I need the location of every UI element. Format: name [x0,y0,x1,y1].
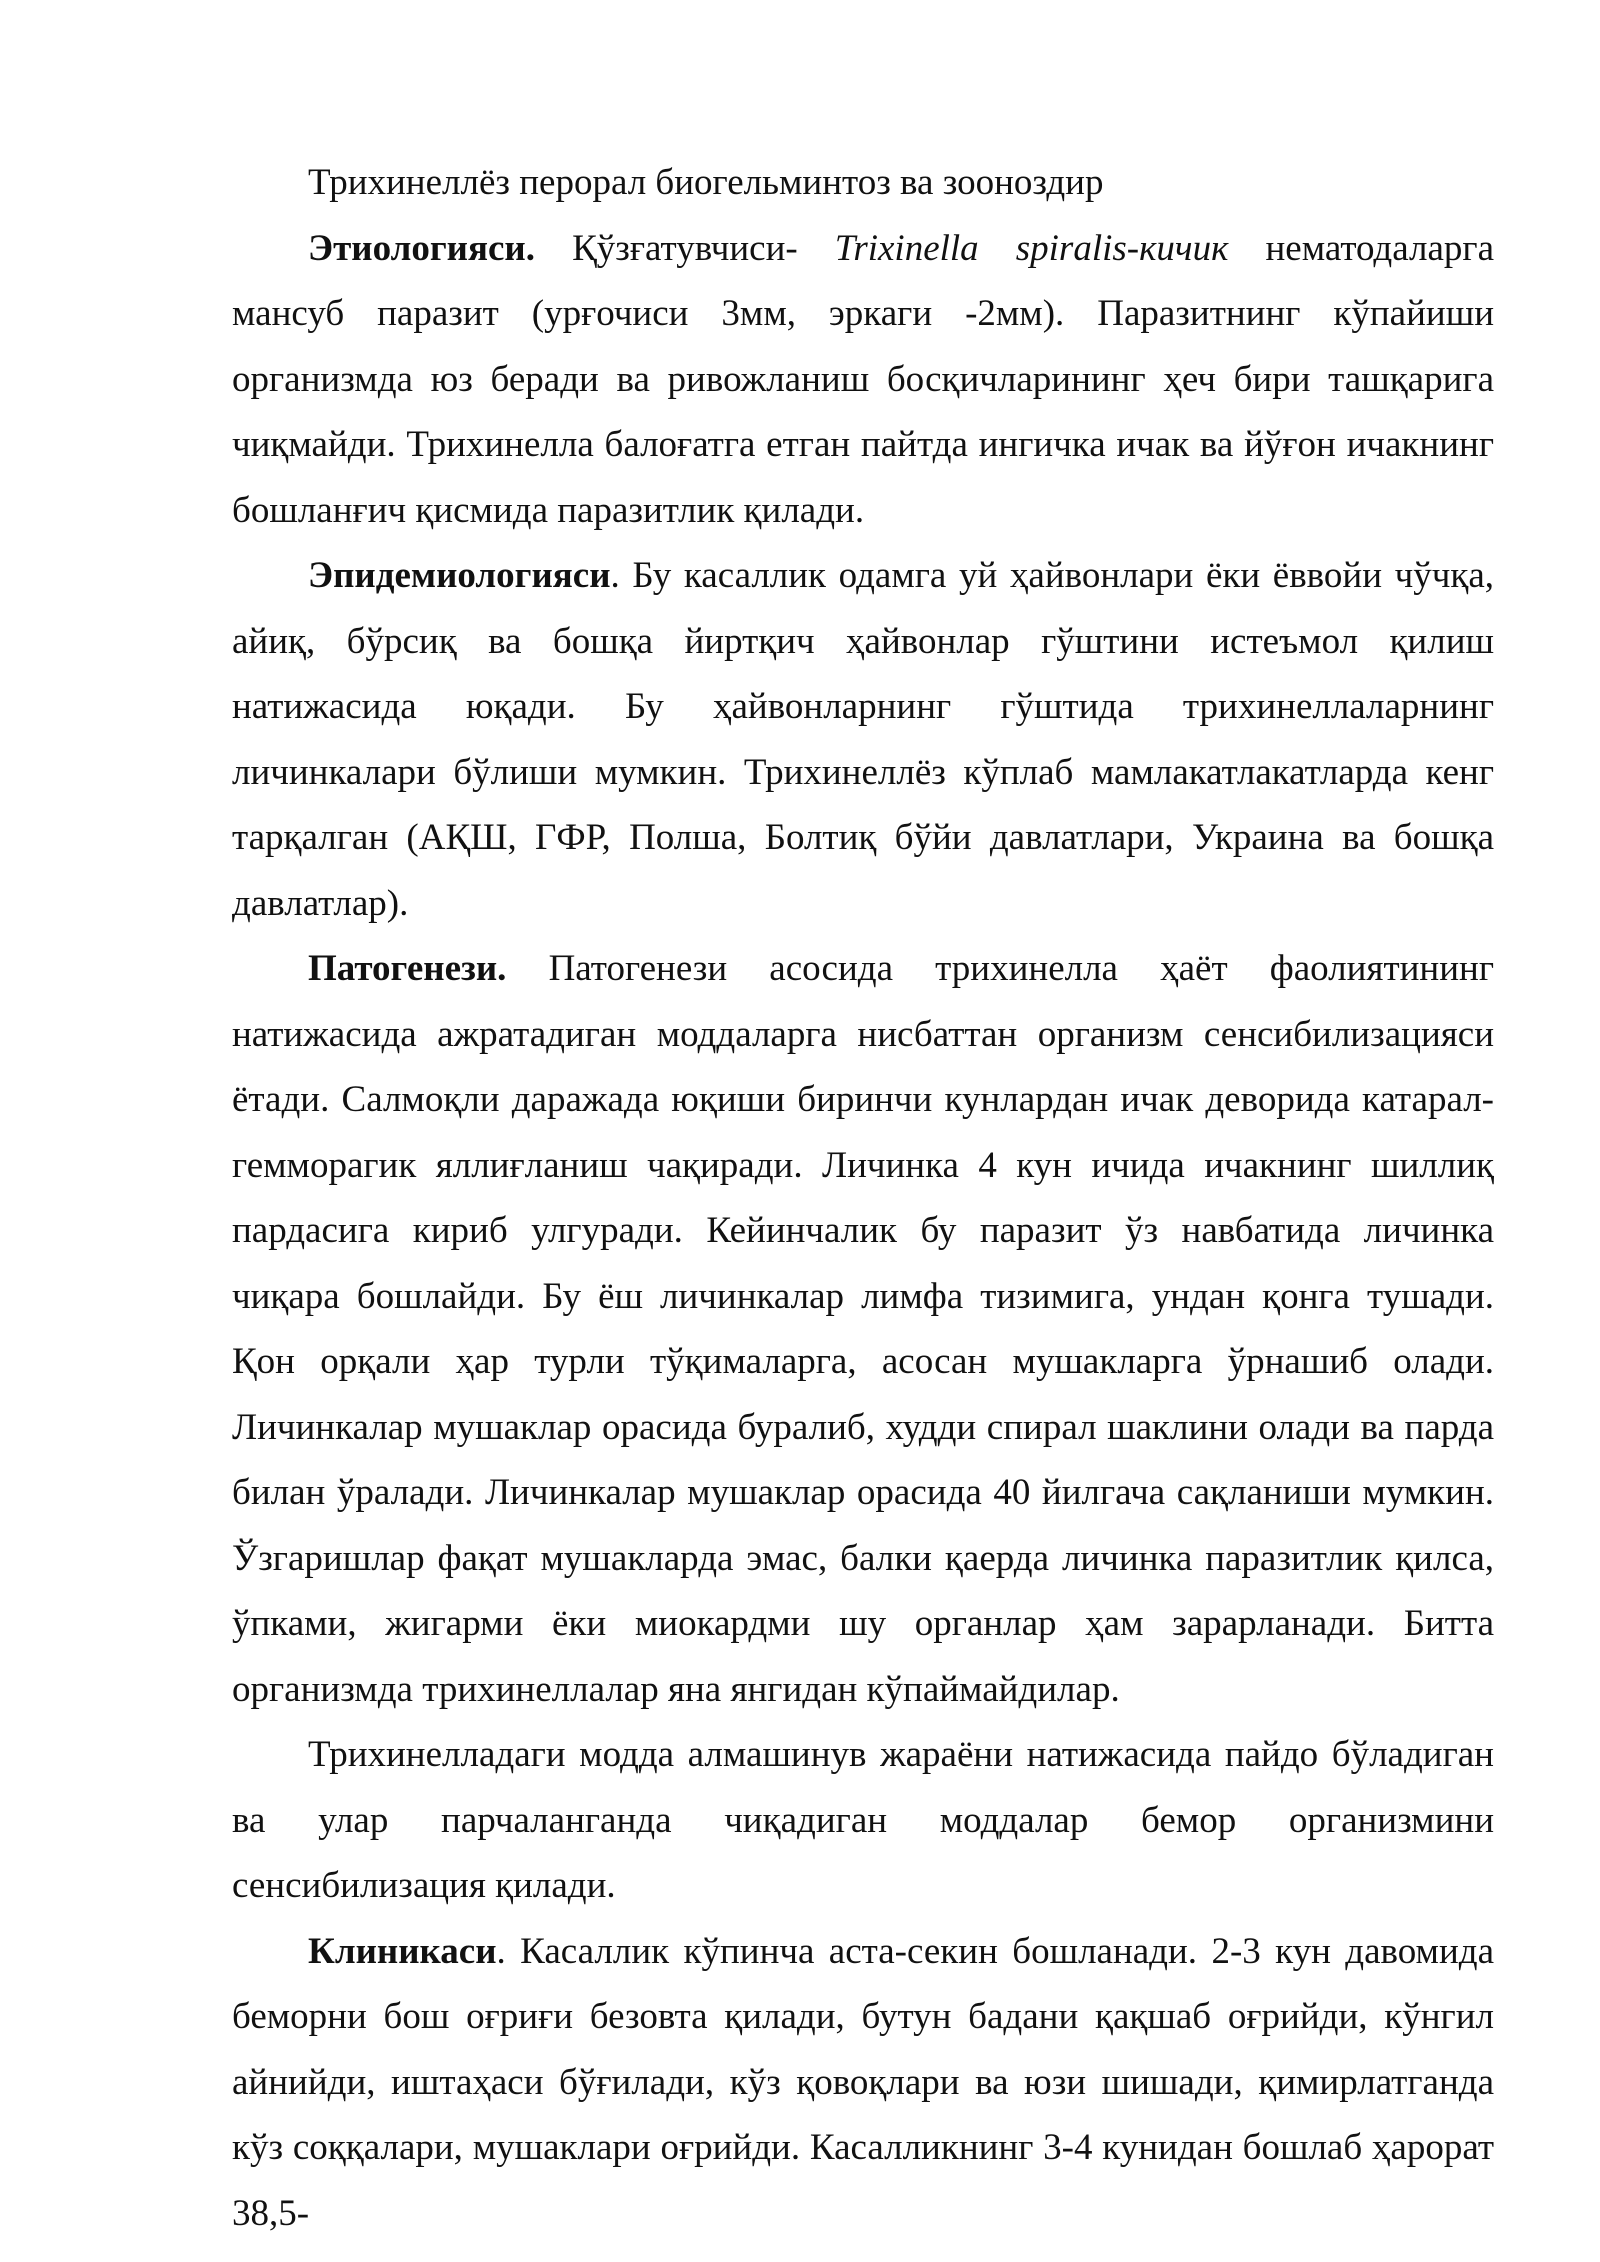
etiology-term: Этиологияси. [308,227,535,269]
document-heading: Трихинеллёз перорал биогельминтоз ва зооноздир [308,162,1104,203]
etiology-species-suffix: -кичик [1126,227,1229,269]
etiology-lead: Қўзғатувчиси- [535,227,835,269]
pathogenesis-term: Патогенези. [308,948,507,989]
document-page [232,150,1494,2246]
epidemiology-body: . Бу касаллик одамга уй ҳайвонлари ёки ёввойи чўчқа, айиқ, бўрсиқ ва бошқа йиртқич ҳайвонлар гўштини истеъмол қилиш натижасида юқади. Бу ҳайвонларнинг гўштида трихинеллаларнинг личинкалари бўлиши мумкин. Трихинеллёз кўплаб мамлакатлакатларда кенг тарқалган (АҚШ, ГФР, Полша, Болтиқ бўйи давлатлари, Украина ва бошқа давлатлар). [232,555,1494,924]
pathogenesis-paragraph [232,936,1494,1722]
epidemiology-paragraph [232,543,1494,936]
clinic-paragraph [232,1919,1494,2247]
clinic-body: . Касаллик кўпинча аста-секин бошланади. 2-3 кун давомида беморни бош оғриғи безовта қилади, бутун бадани қақшаб оғрийди, кўнгил айнийди, иштаҳаси бўғилади, кўз қовоқлари ва юзи шишади, қимирлатганда кўз соққалари, мушаклари оғрийди. Касалликнинг 3-4 кунидан бошлаб ҳарорат 38,5- [232,1930,1494,2234]
clinic-term: Клиникаси [308,1930,497,1972]
metabolism-body: Трихинелладаги модда алмашинув жараёни натижасида пайдо бўладиган ва улар парчаланганда чиқадиган моддалар бемор организмини сенсибилизация қилади. [232,1734,1494,1906]
etiology-paragraph [232,216,1494,544]
etiology-species: Trixinella spiralis [834,227,1127,269]
etiology-body: нематодаларга мансуб паразит (урғочиси 3мм, эркаги -2мм). Паразитнинг кўпайиши организмда юз беради ва ривожланиш босқичларининг ҳеч бири ташқарига чиқмайди. Трихинелла балоғатга етган пайтда ингичка ичак ва йўғон ичакнинг бошланғич қисмида паразитлик қилади. [232,227,1494,531]
pathogenesis-body: Патогенези асосида трихинелла ҳаёт фаолиятининг натижасида ажратадиган моддаларга нисбаттан организм сенсибилизацияси ётади. Салмоқли даражада юқиши биринчи кунлардан ичак деворида катарал-гемморагик яллиғланиш чақиради. Личинка 4 кун ичида ичакнинг шиллиқ пардасига кириб улгуради. Кейинчалик бу паразит ўз навбатида личинка чиқара бошлайди. Бу ёш личинкалар лимфа тизимига, ундан қонга тушади. Қон орқали ҳар турли тўқималарга, асосан мушакларга ўрнашиб олади. Личинкалар мушаклар орасида буралиб, худди спирал шаклини олади ва парда билан ўралади. Личинкалар мушаклар орасида 40 йилгача сақланиши мумкин. Ўзгаришлар фақат мушакларда эмас, балки қаерда личинка паразитлик қилса, ўпками, жигарми ёки миокардми шу органлар ҳам зарарланади. Битта организмда трихинеллалар яна янгидан кўпаймайдилар. [232,948,1494,1710]
metabolism-paragraph [232,1722,1494,1919]
epidemiology-term: Эпидемиологияси [308,555,611,596]
